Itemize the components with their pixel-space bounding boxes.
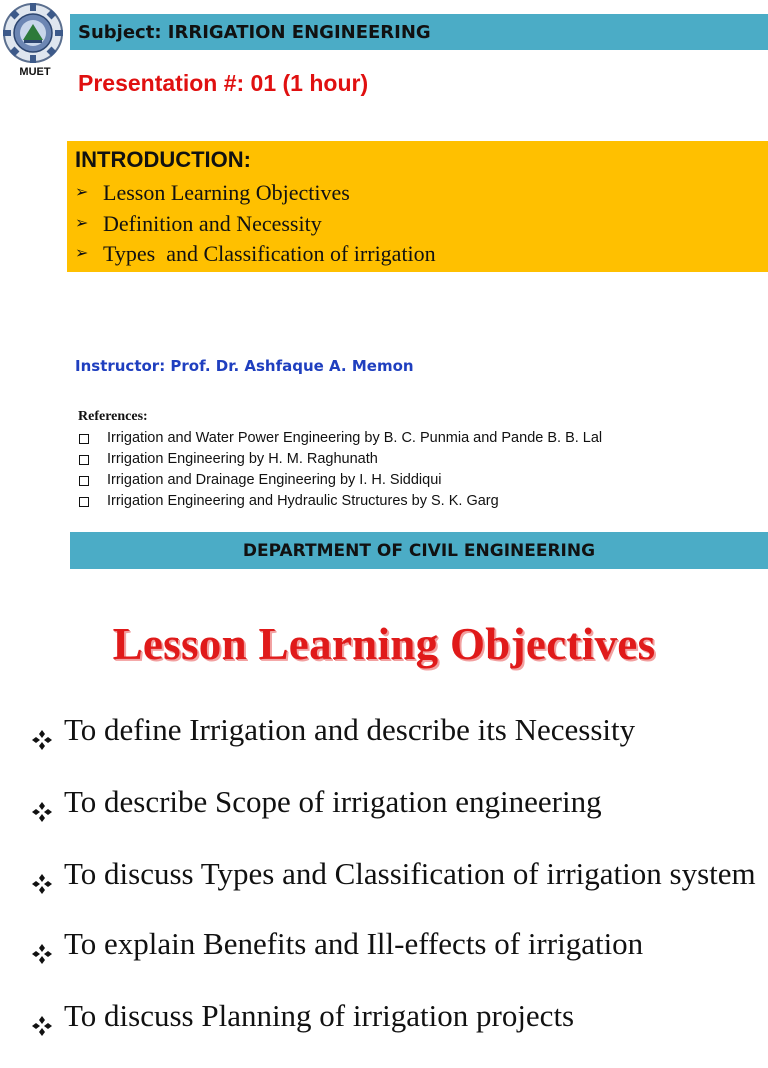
arrow-bullet-icon: ➢	[75, 245, 89, 263]
checkbox-bullet-icon	[79, 497, 89, 507]
objective-item	[30, 924, 760, 975]
objectives-list	[30, 710, 760, 1068]
objective-item	[30, 854, 760, 905]
reference-item	[78, 428, 602, 449]
lesson-objectives-title: Lesson Learning Objectives	[112, 619, 656, 669]
reference-item	[78, 449, 602, 470]
introduction-item	[75, 239, 436, 270]
presentation-number: Presentation #: 01 (1 hour)	[78, 70, 369, 96]
reference-text: Irrigation and Water Power Engineering by B. C. Punmia and Pande B. B. Lal	[107, 430, 603, 446]
university-seal-icon	[2, 2, 64, 64]
references-title: References:	[78, 409, 148, 424]
checkbox-bullet-icon	[79, 455, 89, 465]
subject-title: Subject: IRRIGATION ENGINEERING	[78, 21, 431, 43]
objective-text: To explain Benefits and Ill-effects of irrigation	[64, 926, 644, 961]
department-bar	[70, 532, 768, 569]
introduction-item-text: Lesson Learning Objectives	[103, 180, 350, 206]
objective-item	[30, 782, 760, 833]
introduction-box	[67, 141, 768, 272]
arrow-bullet-icon: ➢	[75, 184, 89, 202]
diamond-bullet-icon	[30, 710, 64, 761]
reference-text: Irrigation Engineering and Hydraulic Structures by S. K. Garg	[107, 493, 499, 509]
diamond-bullet-icon	[30, 782, 64, 833]
objective-item	[30, 996, 760, 1047]
objective-text: To define Irrigation and describe its Necessity	[64, 712, 636, 747]
references-list	[78, 428, 602, 512]
reference-item	[78, 470, 602, 491]
introduction-item-text: Types and Classification of irrigation	[103, 241, 436, 267]
objective-item	[30, 710, 760, 761]
introduction-item-text: Definition and Necessity	[103, 210, 322, 236]
reference-text: Irrigation Engineering by H. M. Raghunath	[107, 451, 378, 467]
reference-text: Irrigation and Drainage Engineering by I. H. Siddiqui	[107, 472, 442, 488]
introduction-item	[75, 178, 436, 209]
university-logo	[2, 2, 64, 82]
university-abbreviation: MUET	[19, 66, 51, 78]
reference-item	[78, 491, 602, 512]
objective-text: To describe Scope of irrigation engineering	[64, 784, 602, 819]
diamond-bullet-icon	[30, 924, 64, 975]
diamond-bullet-icon	[30, 854, 64, 905]
subject-bar	[70, 14, 768, 50]
slide-2	[0, 590, 768, 1033]
department-name: DEPARTMENT OF CIVIL ENGINEERING	[242, 540, 596, 561]
introduction-item	[75, 209, 436, 240]
checkbox-bullet-icon	[79, 476, 89, 486]
arrow-bullet-icon: ➢	[75, 214, 89, 232]
introduction-list	[75, 178, 436, 270]
diamond-bullet-icon	[30, 996, 64, 1047]
checkbox-bullet-icon	[79, 434, 89, 444]
objective-text: To discuss Planning of irrigation projects	[64, 998, 575, 1033]
instructor-name: Instructor: Prof. Dr. Ashfaque A. Memon	[75, 357, 414, 375]
objective-text: To discuss Types and Classification of irrigation system	[64, 856, 756, 891]
introduction-title: INTRODUCTION:	[75, 147, 251, 172]
